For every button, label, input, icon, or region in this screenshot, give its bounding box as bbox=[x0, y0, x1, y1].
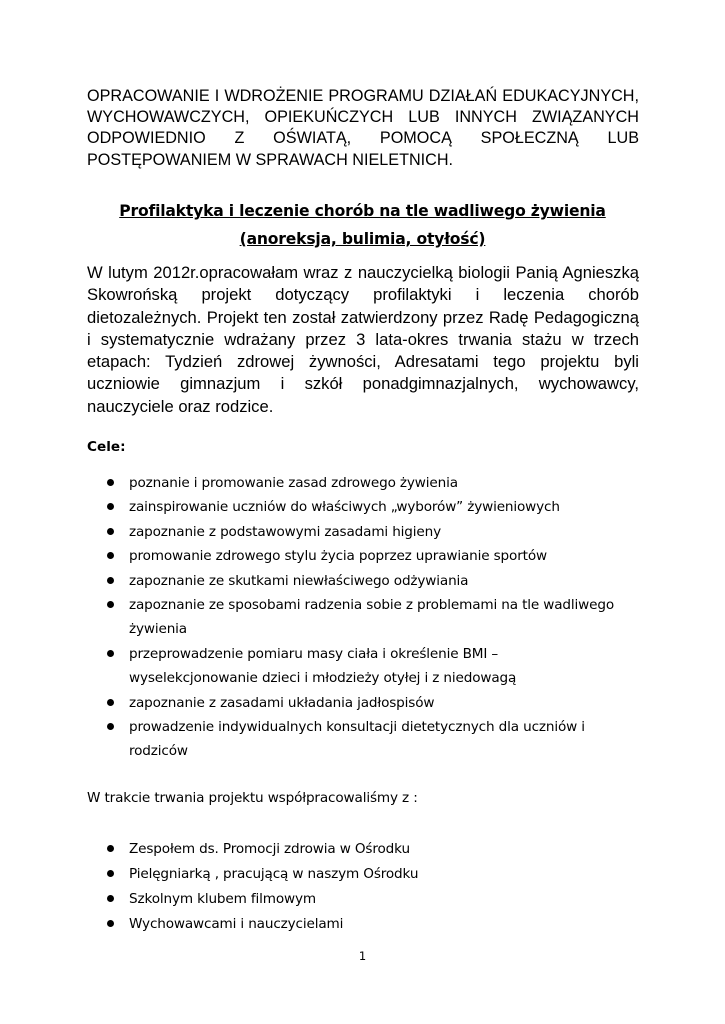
list-item bbox=[105, 471, 625, 495]
bullet-icon bbox=[107, 699, 114, 706]
bullet-icon bbox=[107, 920, 114, 927]
list-item bbox=[105, 520, 625, 544]
intro-paragraph: W lutym 2012r.opracowałam wraz z nauczycielką biologii Panią Agnieszką Skowrońską projekt dotyczący profilaktyki i leczenia chorób dietozależnych. Projekt ten został zatwierdzony przez Radę Pedagogiczną i systematycznie wdrażany przez 3 lata-okres trwania stażu w trzech etapach: Tydzień zdrowej żywności, Adresatami tego projektu byli uczniowie gimnazjum i szkół ponadgimnazjalnych, wychowawcy, nauczyciele oraz rodzice. bbox=[87, 263, 639, 416]
list-item bbox=[105, 544, 625, 568]
goal-text: zapoznanie z zasadami układania jadłospisów bbox=[129, 694, 435, 711]
partner-text: Wychowawcami i nauczycielami bbox=[129, 916, 344, 932]
list-item bbox=[105, 912, 625, 937]
partners-list bbox=[105, 837, 625, 937]
bullet-icon bbox=[107, 870, 114, 877]
list-item bbox=[105, 715, 625, 764]
partner-text: Pielęgniarką , pracującą w naszym Ośrodku bbox=[129, 866, 419, 882]
list-item bbox=[105, 569, 625, 593]
goal-text: zapoznanie ze skutkami niewłaściwego odżywiania bbox=[129, 572, 469, 589]
list-item bbox=[105, 862, 625, 887]
cooperation-intro: W trakcie trwania projektu współpracowaliśmy z : bbox=[87, 790, 418, 806]
goal-text: przeprowadzenie pomiaru masy ciała i określenie BMI – wyselekcjonowanie dzieci i młodzieży otyłej i z niedowagą bbox=[129, 645, 517, 687]
bullet-icon bbox=[107, 503, 114, 510]
bullet-icon bbox=[107, 601, 114, 608]
goal-text: zapoznanie ze sposobami radzenia sobie z problemami na tle wadliwego żywienia bbox=[129, 597, 614, 638]
goal-text: poznanie i promowanie zasad zdrowego żywienia bbox=[129, 475, 458, 491]
bullet-icon bbox=[107, 650, 114, 657]
bullet-icon bbox=[107, 528, 114, 535]
partner-text: Szkolnym klubem filmowym bbox=[129, 891, 316, 907]
goal-text: zainspirowanie uczniów do właściwych „wyborów” żywieniowych bbox=[129, 499, 560, 516]
bullet-icon bbox=[107, 552, 114, 559]
page-number: 1 bbox=[358, 949, 367, 963]
goals-list bbox=[105, 471, 625, 764]
bullet-icon bbox=[107, 479, 114, 486]
list-item bbox=[105, 691, 625, 715]
goal-text: zapoznanie z podstawowymi zasadami higieny bbox=[129, 523, 441, 540]
document-heading: OPRACOWANIE I WDROŻENIE PROGRAMU DZIAŁAŃ EDUKACYJNYCH, WYCHOWAWCZYCH, OPIEKUŃCZYCH LUB INNYCH ZWIĄZANYCH ODPOWIEDNIO Z OŚWIATĄ, POMOCĄ SPOŁECZNĄ LUB POSTĘPOWANIEM W SPRAWACH NIELETNICH. bbox=[87, 87, 639, 169]
partner-text: Zespołem ds. Promocji zdrowia w Ośrodku bbox=[129, 841, 410, 857]
list-item bbox=[105, 887, 625, 912]
bullet-icon bbox=[107, 895, 114, 902]
goal-text: prowadzenie indywidualnych konsultacji dietetycznych dla uczniów i rodziców bbox=[129, 719, 585, 760]
list-item bbox=[105, 837, 625, 862]
bullet-icon bbox=[107, 577, 114, 584]
list-item bbox=[105, 593, 625, 642]
goals-label: Cele: bbox=[87, 439, 126, 455]
bullet-icon bbox=[107, 845, 114, 852]
document-title: Profilaktyka i leczenie chorób na tle wadliwego żywienia (anoreksja, bulimia, otyłość) bbox=[119, 202, 606, 248]
list-item bbox=[105, 642, 625, 691]
goal-text: promowanie zdrowego stylu życia poprzez uprawianie sportów bbox=[129, 548, 547, 565]
bullet-icon bbox=[107, 723, 114, 730]
list-item bbox=[105, 495, 625, 519]
